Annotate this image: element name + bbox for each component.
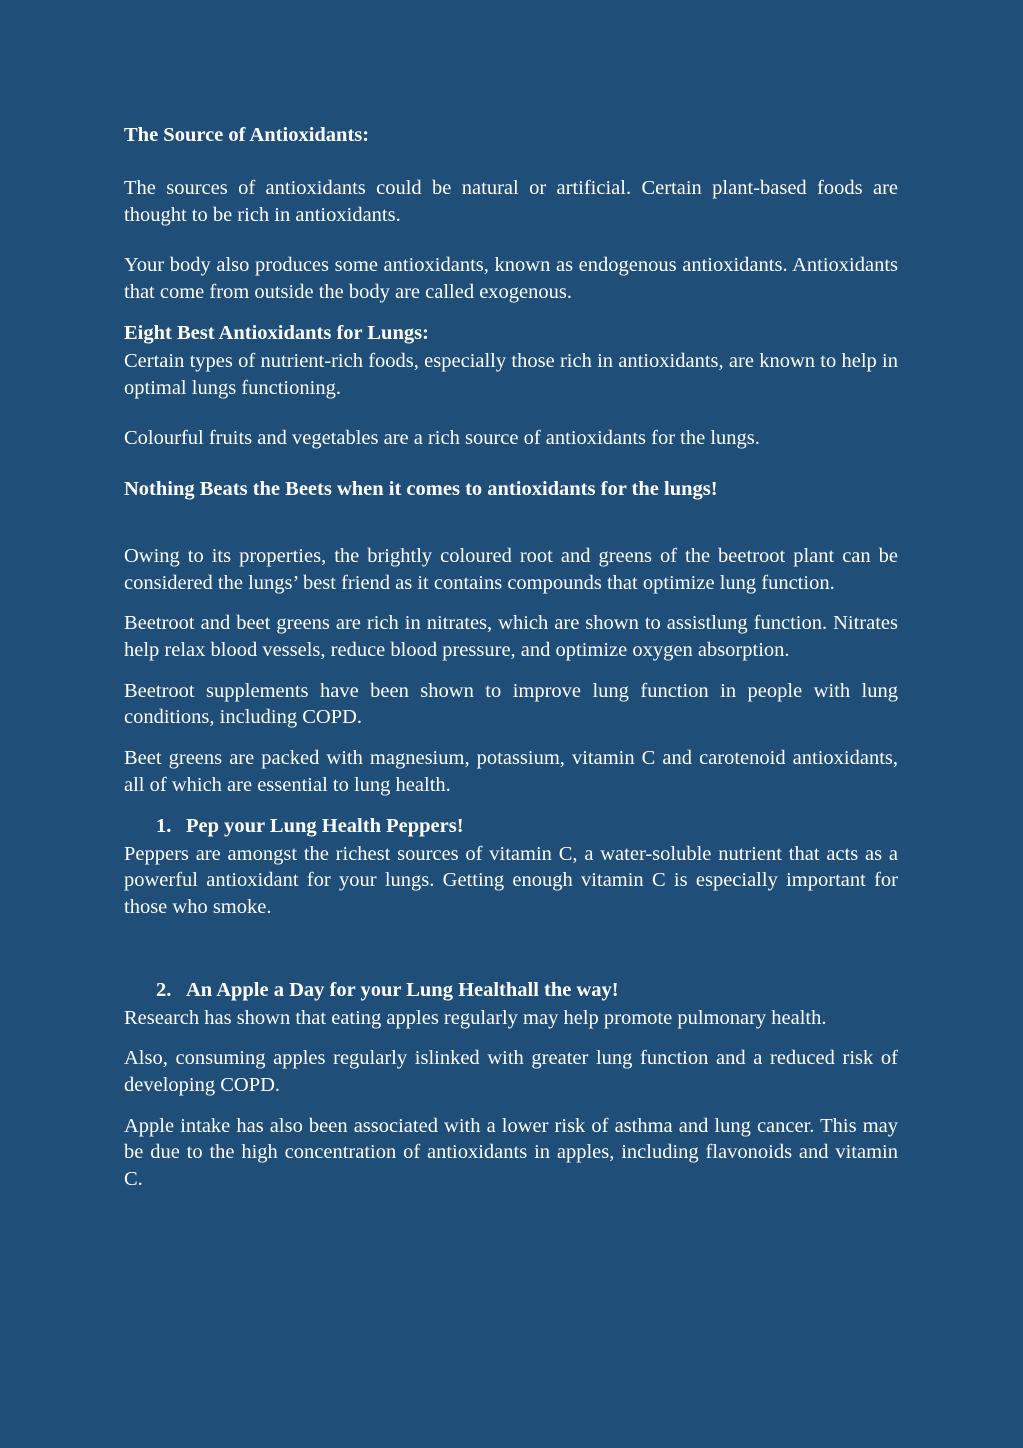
document-page [124, 122, 898, 1193]
paragraph: Research has shown that eating apples regularly may help promote pulmonary health. [124, 1006, 827, 1029]
paragraph: Beet greens are packed with magnesium, potassium, vitamin C and carotenoid antioxidants, all of which are essential to lung health. [124, 747, 898, 796]
section-heading-antioxidant-source: The Source of Antioxidants: [124, 124, 370, 146]
paragraph: Beetroot and beet greens are rich in nitrates, which are shown to assistlung function. Nitrates help relax blood vessels, reduce blood pressure, and optimize oxygen absorption. [124, 612, 898, 662]
paragraph: Your body also produces some antioxidants, known as endogenous antioxidants. Antioxidants that come from outside the body are called exogenous. [124, 254, 898, 304]
section-heading-best-antioxidants: Eight Best Antioxidants for Lungs: [124, 321, 429, 344]
list-item-heading-apple [124, 977, 898, 1004]
list-item-title: An Apple a Day for your Lung Healthall the way! [186, 978, 619, 1001]
list-item-heading-peppers [124, 813, 898, 840]
section-heading-beets: Nothing Beats the Beets when it comes to antioxidants for the lungs! [124, 477, 718, 500]
list-item-title: Pep your Lung Health Peppers! [186, 814, 464, 837]
list-number: 1. [156, 814, 172, 837]
paragraph: Also, consuming apples regularly islinked with greater lung function and a reduced risk of developing COPD. [124, 1047, 898, 1097]
list-number: 2. [156, 978, 172, 1001]
paragraph: The sources of antioxidants could be natural or artificial. Certain plant-based foods are thought to be rich in antioxidants. [124, 177, 898, 226]
paragraph: Certain types of nutrient-rich foods, especially those rich in antioxidants, are known to help in optimal lungs functioning. [124, 349, 898, 399]
paragraph: Peppers are amongst the richest sources of vitamin C, a water-soluble nutrient that acts as a powerful antioxidant for your lungs. Getting enough vitamin C is especially important for those who smoke. [124, 842, 898, 918]
paragraph: Apple intake has also been associated with a lower risk of asthma and lung cancer. This may be due to the high concentration of antioxidants in apples, including flavonoids and vitamin C. [124, 1114, 898, 1191]
paragraph: Owing to its properties, the brightly coloured root and greens of the beetroot plant can be considered the lungs’ best friend as it contains compounds that optimize lung function. [124, 544, 898, 594]
paragraph: Beetroot supplements have been shown to improve lung function in people with lung conditions, including COPD. [124, 679, 898, 729]
paragraph: Colourful fruits and vegetables are a rich source of antioxidants for the lungs. [124, 427, 760, 450]
